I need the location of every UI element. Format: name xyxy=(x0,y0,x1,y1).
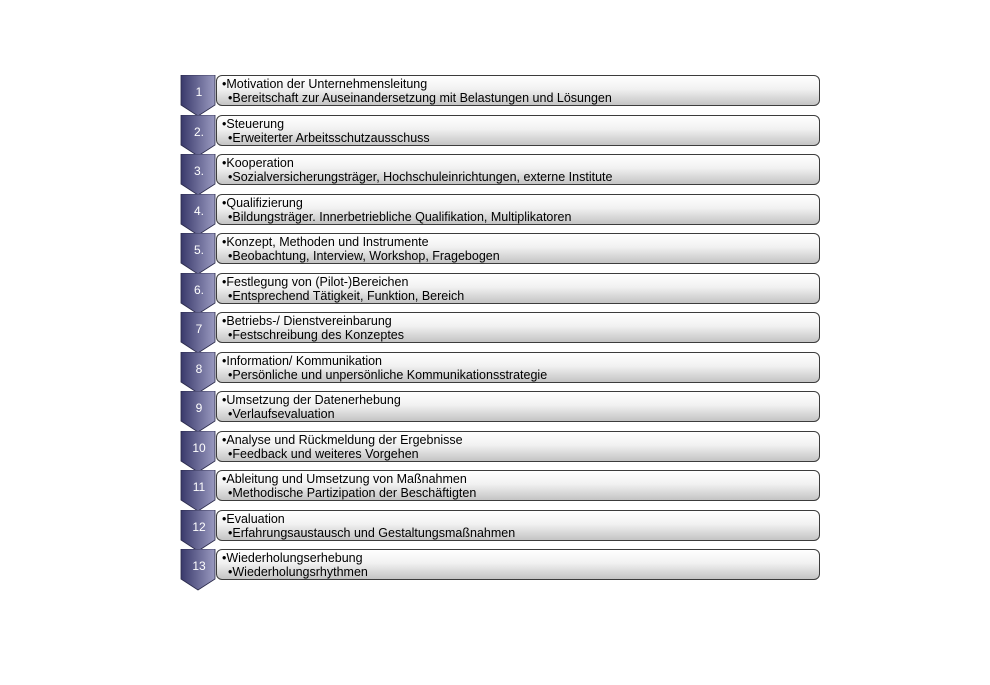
step-box xyxy=(216,470,820,501)
step-title: •Betriebs-/ Dienstvereinbarung xyxy=(222,314,392,328)
process-step xyxy=(180,431,822,467)
step-title: •Information/ Kommunikation xyxy=(222,353,383,368)
step-title: •Evaluation xyxy=(222,511,285,526)
step-detail: •Persönliche und unpersönliche Kommunikationsstrategie xyxy=(228,367,548,382)
step-detail: •Methodische Partizipation der Beschäftigten xyxy=(228,486,477,500)
process-step xyxy=(180,549,822,585)
step-number: 6. xyxy=(193,282,204,297)
step-detail: •Entsprechend Tätigkeit, Funktion, Bereich xyxy=(228,288,465,303)
step-box xyxy=(216,194,820,225)
step-detail: •Wiederholungsrhythmen xyxy=(228,565,368,579)
step-detail: •Erweiterter Arbeitsschutzausschuss xyxy=(228,130,430,145)
step-title: •Umsetzung der Datenerhebung xyxy=(222,393,401,407)
step-number: 2. xyxy=(193,124,204,139)
process-step xyxy=(180,194,822,230)
process-step xyxy=(180,154,822,190)
step-box xyxy=(216,312,820,343)
process-step xyxy=(180,312,822,348)
step-title: •Steuerung xyxy=(222,116,285,131)
process-step xyxy=(180,115,822,151)
process-step xyxy=(180,233,822,269)
step-detail: •Bildungsträger. Innerbetriebliche Qualifikation, Multiplikatoren xyxy=(228,209,572,224)
step-number: 7 xyxy=(195,322,203,336)
step-title: •Motivation der Unternehmensleitung xyxy=(222,77,428,91)
step-detail: •Verlaufsevaluation xyxy=(228,407,335,421)
step-box xyxy=(216,549,820,580)
step-detail: •Sozialversicherungsträger, Hochschuleinrichtungen, externe Institute xyxy=(228,170,613,184)
step-title: •Wiederholungserhebung xyxy=(222,551,363,565)
process-step xyxy=(180,470,822,506)
step-box xyxy=(216,431,820,462)
process-step xyxy=(180,391,822,427)
step-number: 3. xyxy=(193,164,204,178)
step-number: 10 xyxy=(192,440,206,455)
step-detail: •Erfahrungsaustausch und Gestaltungsmaßnahmen xyxy=(228,525,516,540)
step-title: •Qualifizierung xyxy=(222,195,303,210)
process-step xyxy=(180,75,822,111)
step-box xyxy=(216,154,820,185)
process-step xyxy=(180,352,822,388)
process-step xyxy=(180,510,822,546)
step-number: 5. xyxy=(193,243,204,257)
step-number: 4. xyxy=(193,203,204,218)
step-title: •Ableitung und Umsetzung von Maßnahmen xyxy=(222,472,467,486)
step-box xyxy=(216,75,820,106)
step-number: 1 xyxy=(195,85,203,99)
process-step xyxy=(180,273,822,309)
step-number: 12 xyxy=(192,519,206,534)
step-number: 9 xyxy=(195,401,203,415)
step-box xyxy=(216,510,820,541)
step-box xyxy=(216,115,820,146)
step-box xyxy=(216,273,820,304)
step-number: 11 xyxy=(192,480,206,494)
step-title: •Kooperation xyxy=(222,156,294,170)
step-title: •Festlegung von (Pilot-)Bereichen xyxy=(222,274,409,289)
step-detail: •Beobachtung, Interview, Workshop, Fragebogen xyxy=(228,249,500,263)
step-number: 13 xyxy=(192,559,206,573)
step-box xyxy=(216,233,820,264)
step-detail: •Festschreibung des Konzeptes xyxy=(228,328,405,342)
step-number: 8 xyxy=(195,361,203,376)
step-detail: •Feedback und weiteres Vorgehen xyxy=(228,446,419,461)
step-title: •Analyse und Rückmeldung der Ergebnisse xyxy=(222,432,463,447)
step-box xyxy=(216,391,820,422)
step-title: •Konzept, Methoden und Instrumente xyxy=(222,235,429,249)
step-detail: •Bereitschaft zur Auseinandersetzung mit Belastungen und Lösungen xyxy=(228,91,612,105)
step-box xyxy=(216,352,820,383)
